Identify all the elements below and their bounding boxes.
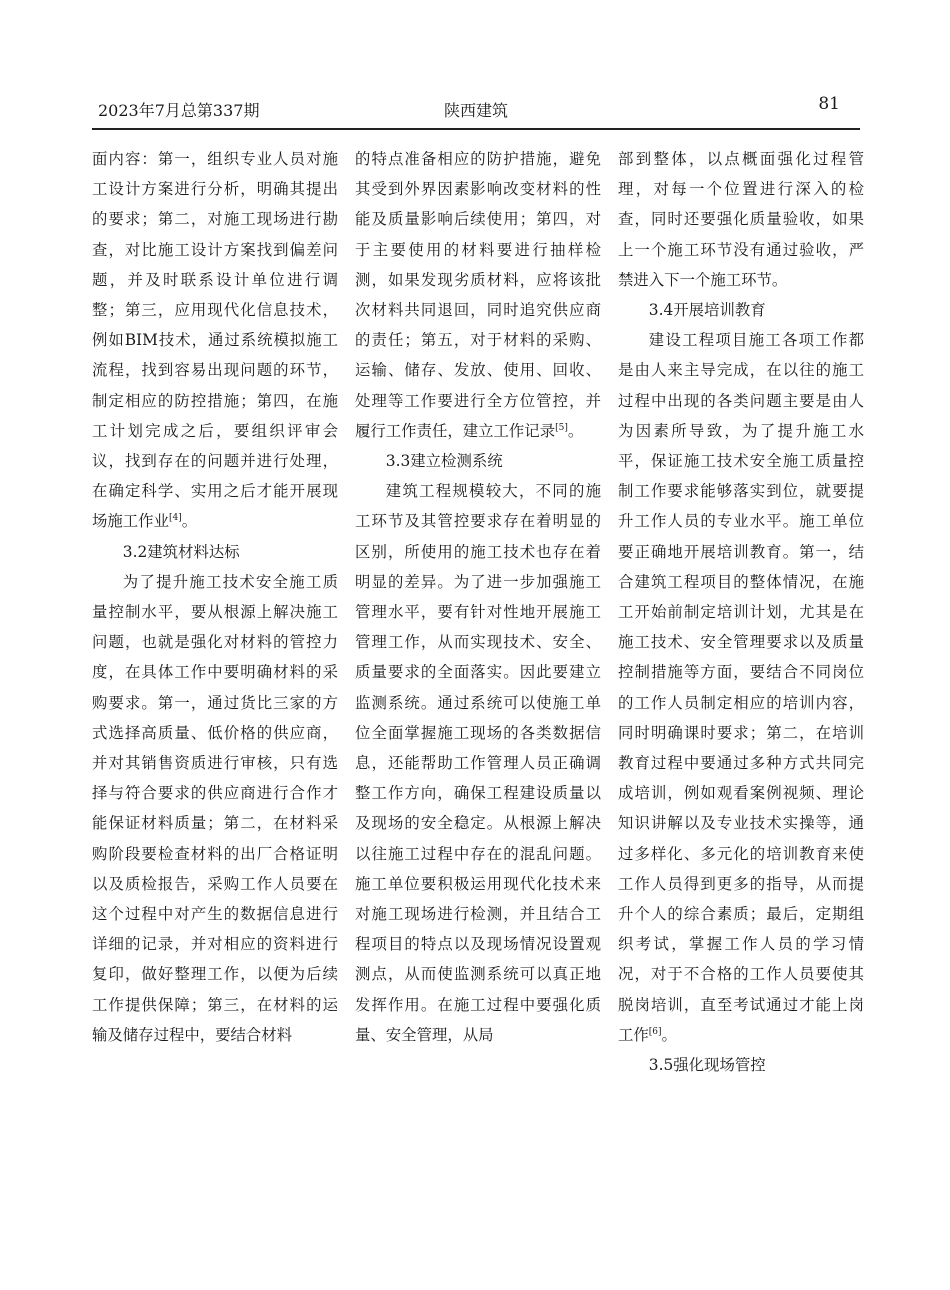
paragraph [355, 144, 601, 446]
punctuation: 。 [567, 421, 584, 440]
text-column-2 [355, 144, 601, 1050]
paragraph: 为了提升施工技术安全施工质量控制水平，要从根源上解决施工问题，也就是强化对材料的管控力度，在具体工作中要明确材料的采购要求。第一，通过货比三家的方式选择高质量、低价格的供应商，并对其销售资质进行审核，只有选择与符合要求的供应商进行合作才能保证材料质量；第二，在材料采购阶段要检查材料的出厂合格证明以及质检报告，采购工作人员要在这个过程中对产生的数据信息进行详细的记录，并对相应的资料进行复印，做好整理工作，以便为后续工作提供保障；第三，在材料的运输及储存过程中，要结合材料 [92, 572, 338, 1044]
paragraph-text: 建设工程项目施工各项工作都是由人来主导完成，在以往的施工过程中出现的各类问题主要是由人为因素所导致，为了提升施工水平，保证施工技术安全施工质量控制工作要求能够落实到位，就要提升工作人员的专业水平。施工单位要正确地开展培训教育。第一，结合建筑工程项目的整体情况，在施工开始前制定培训计划，尤其是在施工技术、安全管理要求以及质量控制措施等方面，要结合不同岗位的工作人员制定相应的培训内容，同时明确课时要求；第二，在培训教育过程中要通过多种方式共同完成培训，例如观看案例视频、理论知识讲解以及专业技术实操等，通过多样化、多元化的培训教育来使工作人员得到更多的指导，从而提升个人的综合素质；最后，定期组织考试，掌握工作人员的学习情况，对于不合格的工作人员要使其脱岗培训，直至考试通过才能上岗工作 [618, 331, 864, 1044]
citation-ref: [4] [168, 513, 182, 524]
page-header [92, 92, 860, 130]
citation-ref: [6] [648, 1026, 662, 1037]
paragraph-text: 面内容：第一，组织专业人员对施工设计方案进行分析，明确其提出的要求；第二，对施工现场进行勘查，对比施工设计方案找到偏差问题，并及时联系设计单位进行调整；第三，应用现代化信息技术，例如BIM技术，通过系统模拟施工流程，找到容易出现问题的环节，制定相应的防控措施；第四，在施工计划完成之后，要组织评审会议，找到存在的问题并进行处理，在确定科学、实用之后才能开展现场施工作业 [92, 150, 338, 531]
issue-label: 2023年7月总第337期 [98, 101, 260, 120]
section-heading-3-4: 3.4开展培训教育 [648, 301, 766, 320]
section-heading-3-3: 3.3建立检测系统 [385, 452, 503, 471]
page-number: 81 [818, 94, 840, 114]
paragraph: 部到整体，以点概面强化过程管理，对每一个位置进行深入的检查，同时还要强化质量验收，如果上一个施工环节没有通过验收，严禁进入下一个施工环节。 [618, 150, 864, 289]
section-heading-3-2: 3.2建筑材料达标 [122, 542, 240, 561]
paragraph: 建筑工程规模较大，不同的施工环节及其管控要求存在着明显的区别，所使用的施工技术也存在着明显的差异。为了进一步加强施工管理水平，要有针对性地开展施工管理工作，从而实现技术、安全、质量要求的全面落实。因此要建立监测系统。通过系统可以使施工单位全面掌握施工现场的各类数据信息，还能帮助工作管理人员正确调整工作方向，确保工程建设质量以及现场的安全稳定。从根源上解决以往施工过程中存在的混乱问题。施工单位要积极运用现代化技术来对施工现场进行检测，并且结合工程项目的特点以及现场情况设置观测点，从而使监测系统可以真正地发挥作用。在施工过程中要强化质量、安全管理，从局 [355, 482, 601, 1044]
paragraph-text: 的特点准备相应的防护措施，避免其受到外界因素影响改变材料的性能及质量影响后续使用；第四，对于主要使用的材料要进行抽样检测，如果发现劣质材料，应将该批次材料共同退回，同时追究供应商的责任；第五，对于材料的采购、运输、储存、发放、使用、回收、处理等工作要进行全方位管控，并履行工作责任，建立工作记录 [355, 150, 601, 440]
paragraph [92, 144, 338, 537]
punctuation: 。 [661, 1025, 677, 1044]
citation-ref: [5] [555, 422, 568, 433]
journal-title: 陕西建筑 [443, 101, 508, 120]
text-column-3 [618, 144, 864, 1080]
punctuation: 。 [181, 512, 198, 531]
paragraph [618, 325, 864, 1050]
text-column-1 [92, 144, 338, 1050]
section-heading-3-5: 3.5强化现场管控 [648, 1056, 766, 1075]
